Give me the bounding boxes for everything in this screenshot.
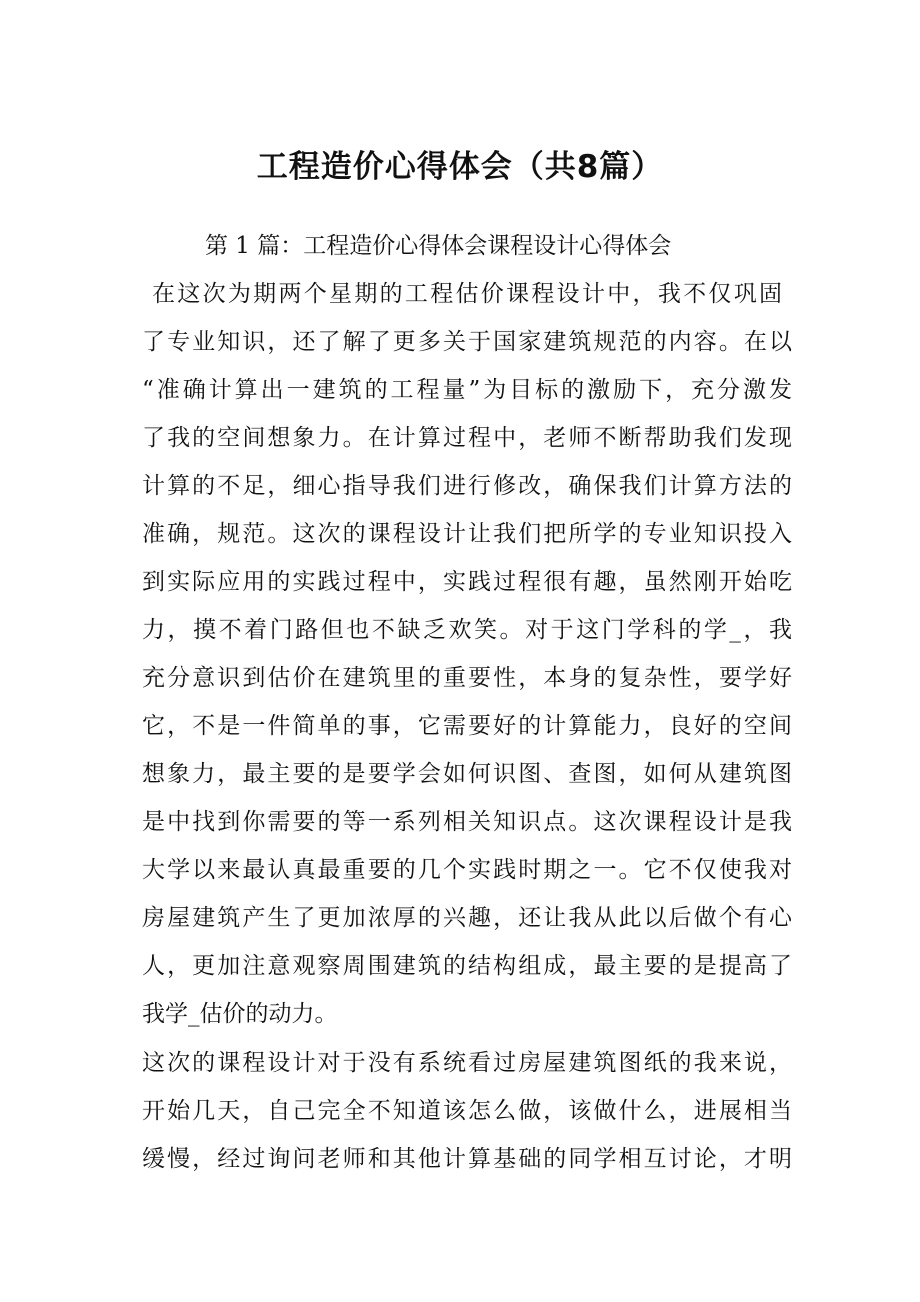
paragraph-line: 在这次为期两个星期的工程估价课程设计中，我不仅巩固 [152,281,782,307]
paragraph-line: 我学_估价的动力。 [142,1001,338,1027]
document-title: 工程造价心得体会（共8篇） [256,149,664,185]
paragraph-line: 准确，规范。这次的课程设计让我们把所学的专业知识投入 [142,521,792,547]
paragraph-line: 人，更加注意观察周围建筑的结构组成，最主要的是提高了 [142,953,792,979]
paragraph-line: 想象力，最主要的是要学会如何识图、查图，如何从建筑图 [142,761,792,787]
paragraph-line: “准确计算出一建筑的工程量”为目标的激励下，充分激发 [142,377,792,403]
paragraph-line: 到实际应用的实践过程中，实践过程很有趣，虽然刚开始吃 [142,569,792,595]
paragraph-line: 它，不是一件简单的事，它需要好的计算能力，良好的空间 [142,713,792,739]
paragraph-line: 力，摸不着门路但也不缺乏欢笑。对于这门学科的学_，我 [142,617,792,643]
paragraph-line: 缓慢，经过询问老师和其他计算基础的同学相互讨论，才明 [142,1146,792,1172]
section-heading: 第 1 篇：工程造价心得体会课程设计心得体会 [205,233,672,259]
paragraph-line: 计算的不足，细心指导我们进行修改，确保我们计算方法的 [142,473,792,499]
paragraph-line: 这次的课程设计对于没有系统看过房屋建筑图纸的我来说， [142,1050,792,1076]
paragraph-line: 开始几天，自己完全不知道该怎么做，该做什么，进展相当 [142,1098,792,1124]
paragraph-line: 了专业知识，还了解了更多关于国家建筑规范的内容。在以 [142,329,792,355]
paragraph-line: 房屋建筑产生了更加浓厚的兴趣，还让我从此以后做个有心 [142,905,792,931]
paragraph-line: 了我的空间想象力。在计算过程中，老师不断帮助我们发现 [142,425,792,451]
paragraph-line: 是中找到你需要的等一系列相关知识点。这次课程设计是我 [142,809,792,835]
paragraph-line: 大学以来最认真最重要的几个实践时期之一。它不仅使我对 [142,857,792,883]
paragraph-line: 充分意识到估价在建筑里的重要性，本身的复杂性，要学好 [142,665,792,691]
